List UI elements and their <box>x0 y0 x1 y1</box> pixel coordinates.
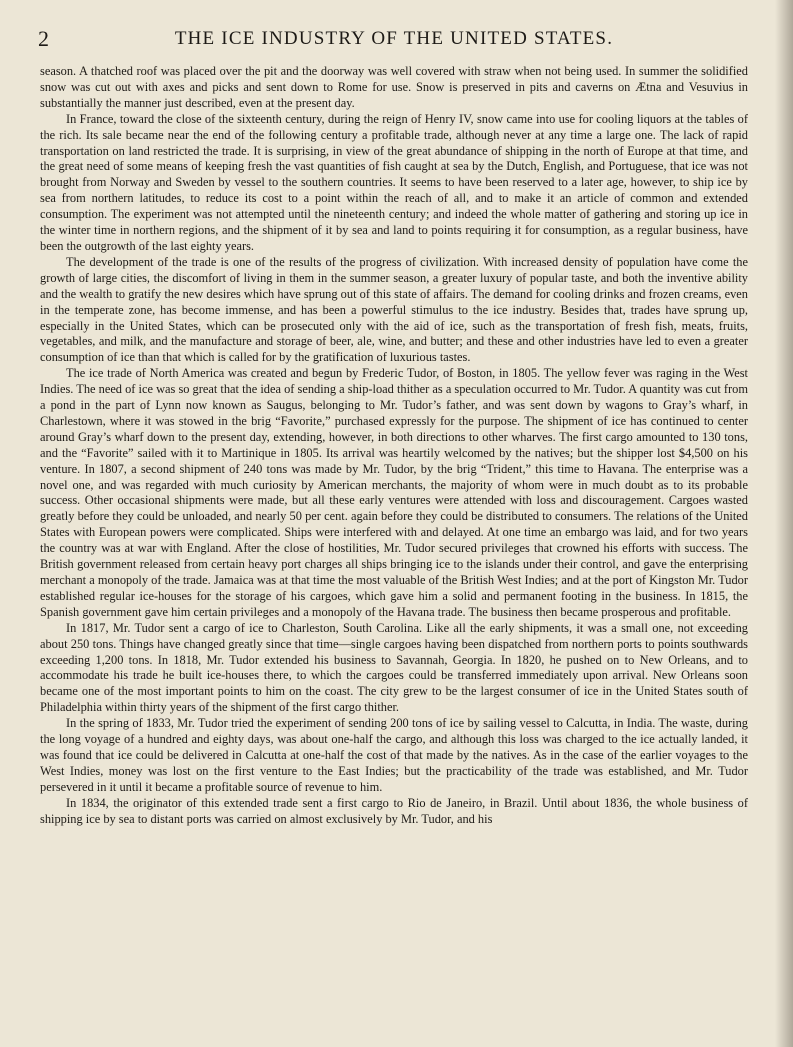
paragraph: The development of the trade is one of the results of the progress of civilization. With increased density of population have come the growth of large cities, the discomfort of living in them in the summer season, a greater luxury of popular taste, and both the inventive ability and the wealth to gratify the new desires which have sprung out of this state of affairs. The demand for cooling drinks and frozen creams, even in the temperate zone, has become immense, and has been a powerful stimulus to the ice industry. Besides that, trades have sprung up, especially in the United States, which can be prosecuted only with the aid of ice, such as the transportation of fresh fish, meats, fruits, vegetables, and milk, and the manufacture and storage of beer, ale, wine, and butter; and these and other industries have led to even a greater consumption of ice than that which is called for by the gratification of luxurious tastes. <box>40 254 748 365</box>
page-header <box>38 22 750 52</box>
page-edge-shadow <box>775 0 793 1047</box>
paragraph: In France, toward the close of the sixteenth century, during the reign of Henry IV, snow came into use for cooling liquors at the tables of the rich. Its sale became near the end of the following century a profitable trade, although never at any time a large one. The lack of rapid transportation on land restricted the trade. It is surprising, in view of the great abundance of shipping in the north of Europe at that time, and the great need of some means of keeping fresh the vast quantities of fish caught at sea by the Dutch, English, and Portuguese, that ice was not brought from Norway and Sweden by vessel to the southern countries. It seems to have been reserved to a later age, however, to ship ice by sea from northern latitudes, to reduce its cost to a point within the reach of all, and to make it an article of common and extended consumption. The experiment was not attempted until the nineteenth century; and indeed the whole matter of gathering and storing up ice in the winter time in northern regions, and the shipment of it by sea and land to points requiring it for consumption, as a regular business, have been the outgrowth of the last eighty years. <box>40 111 748 253</box>
paragraph: In 1834, the originator of this extended trade sent a first cargo to Rio de Janeiro, in Brazil. Until about 1836, the whole business of shipping ice by sea to distant ports was carried on almost exclusively by Mr. Tudor, and his <box>40 795 748 826</box>
body-text <box>40 64 748 828</box>
paragraph: The ice trade of North America was created and begun by Frederic Tudor, of Boston, in 1805. The yellow fever was raging in the West Indies. The need of ice was so great that the idea of sending a ship-load thither as a speculation occurred to Mr. Tudor. A quantity was cut from a pond in the part of Lynn now known as Saugus, belonging to Mr. Tudor’s father, and was sent down by wagons to Gray’s wharf, in Charlestown, where it was stowed in the brig “Favorite,” purchased expressly for the purpose. The shipment of ice has continued to center around Gray’s wharf down to the present day, extending, however, in both directions to other wharves. The first cargo amounted to 130 tons, and the “Favorite” sailed with it to Martinique in 1805. Its arrival was heartily welcomed by the natives; but the shipper lost $4,500 on his venture. In 1807, a second shipment of 240 tons was made by Mr. Tudor, by the brig “Trident,” this time to Havana. The enterprise was a novel one, and was regarded with much curiosity by American merchants, the majority of whom were in much doubt as to its probable success. Other occasional shipments were made, but all these early ventures were attended with loss and discouragement. Cargoes wasted greatly before they could be unloaded, and nearly 50 per cent. again before they could be distributed to consumers. The relations of the United States with European powers were complicated. Ships were interfered with and delayed. At one time an embargo was laid, and for two years the country was at war with England. After the close of hostilities, Mr. Tudor secured privileges that crowned his efforts with success. The British government released from certain heavy port charges all ships bringing ice to the islands under their control, and gave the enterprising merchant a monopoly of the trade. Jamaica was at that time the most valuable of the British West Indies; and at the port of Kingston Mr. Tudor established regular ice-houses for the storage of his cargoes, which gave him a solid and permanent footing in the business. In 1815, the Spanish government gave him certain privileges and a monopoly of the Havana trade. The business then became prosperous and profitable. <box>40 366 748 619</box>
running-title: THE ICE INDUSTRY OF THE UNITED STATES. <box>174 28 614 49</box>
paragraph: In the spring of 1833, Mr. Tudor tried the experiment of sending 200 tons of ice by sailing vessel to Calcutta, in India. The waste, during the long voyage of a hundred and eighty days, was about one-half the cargo, and although this loss was charged to the ice actually landed, it was found that ice could be delivered in Calcutta at one-half the cost of that made by the natives. As in the case of the earlier voyages to the West Indies, money was lost on the first venture to the East Indies; but the practicability of the trade was established, and Mr. Tudor persevered in it until it became a profitable source of revenue to him. <box>40 716 748 794</box>
paragraph: season. A thatched roof was placed over the pit and the doorway was well covered with straw when not being used. In summer the solidified snow was cut out with axes and picks and sent down to Rome for use. Snow is preserved in pits and caverns on Ætna and Vesuvius in substantially the manner just described, even at the present day. <box>40 64 748 110</box>
paragraph: In 1817, Mr. Tudor sent a cargo of ice to Charleston, South Carolina. Like all the early shipments, it was a small one, not exceeding about 250 tons. Things have changed greatly since that time—single cargoes having been dispatched from northern ports to points southwards exceeding 1,200 tons. In 1818, Mr. Tudor extended his business to Savannah, Georgia. In 1820, he pushed on to New Orleans, and to accommodate his trade he built ice-houses there, to which the cargoes could be transferred immediately upon arrival. New Orleans soon became one of the most important points to him on the coast. The city grew to be the largest consumer of ice in the United States south of Philadelphia within thirty years of the shipment of the first cargo thither. <box>40 620 748 715</box>
page-number: 2 <box>38 26 50 51</box>
